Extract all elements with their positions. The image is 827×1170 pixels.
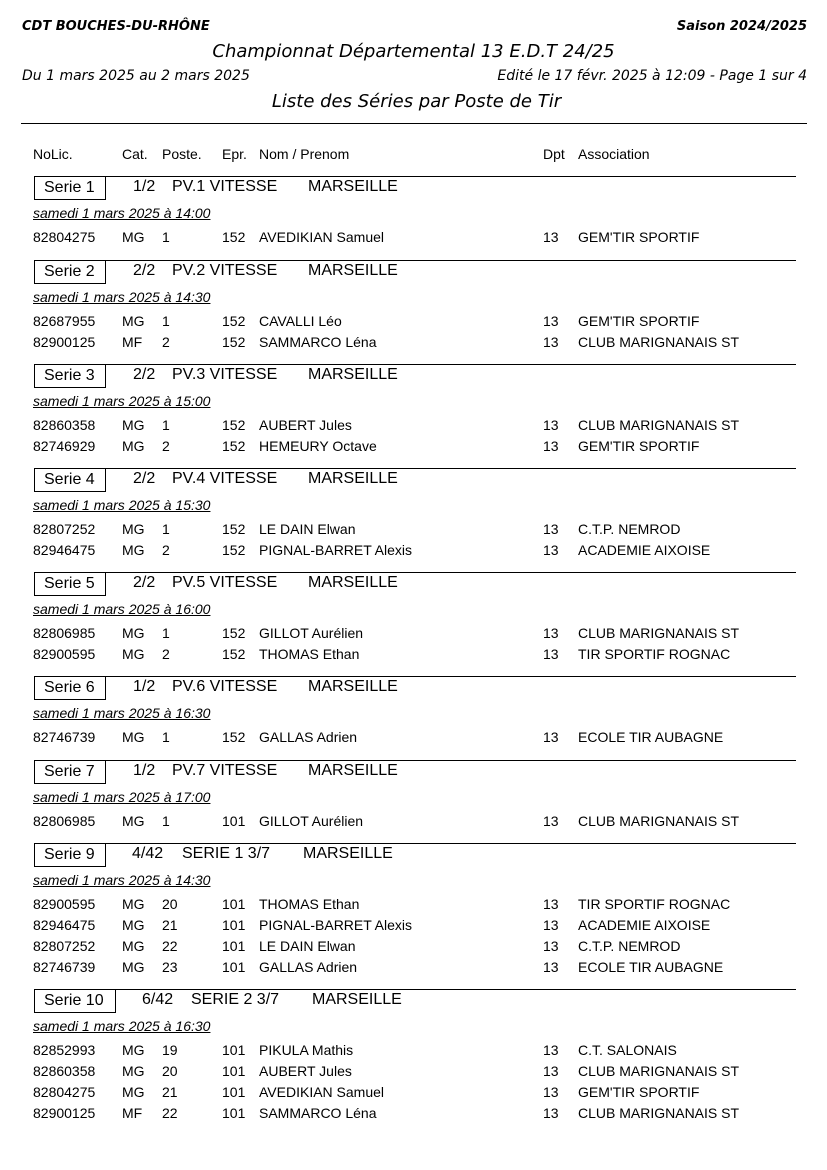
shooter-name: AUBERT Jules: [259, 1063, 352, 1079]
shooter-name: LE DAIN Elwan: [259, 521, 356, 537]
table-row: [0, 959, 827, 980]
category: MG: [122, 542, 145, 558]
series-count: 2/2: [133, 574, 156, 591]
event-code: 101: [222, 938, 246, 954]
department: 13: [543, 1105, 559, 1121]
post-number: 1: [162, 625, 170, 641]
table-row: [0, 813, 827, 834]
table-row: [0, 646, 827, 667]
department: 13: [543, 438, 559, 454]
table-row: [0, 229, 827, 250]
association-name: GEM'TIR SPORTIF: [578, 313, 700, 329]
series-divider: [106, 364, 796, 365]
series-divider: [106, 260, 796, 261]
table-row: [0, 542, 827, 563]
table-row: [0, 1084, 827, 1105]
event-code: 101: [222, 1063, 246, 1079]
championship-title: Championnat Départemental 13 E.D.T 24/25: [212, 41, 615, 62]
series-place: MARSEILLE: [312, 991, 402, 1008]
shooter-name: AVEDIKIAN Samuel: [259, 229, 385, 245]
table-row: [0, 938, 827, 959]
event-code: 152: [222, 229, 246, 245]
series-name: PV.7 VITESSE: [172, 762, 278, 779]
shooter-name: THOMAS Ethan: [259, 646, 360, 662]
department: 13: [543, 938, 559, 954]
category: MG: [122, 438, 145, 454]
category: MG: [122, 917, 145, 933]
department: 13: [543, 1084, 559, 1100]
column-header-nolic: NoLic.: [33, 146, 73, 162]
post-number: 21: [162, 917, 178, 933]
series-datetime: samedi 1 mars 2025 à 16:30: [33, 705, 211, 721]
post-number: 22: [162, 938, 178, 954]
date-range: Du 1 mars 2025 au 2 mars 2025: [22, 68, 250, 84]
column-header-poste: Poste.: [162, 146, 202, 162]
series-name: SERIE 2 3/7: [191, 991, 280, 1008]
department: 13: [543, 229, 559, 245]
department: 13: [543, 521, 559, 537]
series-label: Serie 9: [34, 843, 106, 867]
series-divider: [106, 676, 796, 677]
series-count: 2/2: [133, 366, 156, 383]
shooter-name: PIGNAL-BARRET Alexis: [259, 542, 413, 558]
series-datetime: samedi 1 mars 2025 à 16:30: [33, 1018, 211, 1034]
series-name: PV.6 VITESSE: [172, 678, 278, 695]
category: MF: [122, 1105, 143, 1121]
series-place: MARSEILLE: [308, 762, 398, 779]
series-count: 1/2: [133, 762, 156, 779]
category: MG: [122, 417, 145, 433]
shooter-name: AUBERT Jules: [259, 417, 352, 433]
association-name: CLUB MARIGNANAIS ST: [578, 1063, 740, 1079]
department: 13: [543, 729, 559, 745]
licence-number: 82807252: [33, 938, 96, 954]
association-name: C.T.P. NEMROD: [578, 521, 681, 537]
post-number: 23: [162, 959, 178, 975]
series-divider: [106, 468, 796, 469]
licence-number: 82946475: [33, 542, 96, 558]
series-label: Serie 10: [34, 989, 116, 1013]
post-number: 22: [162, 1105, 178, 1121]
event-code: 152: [222, 646, 246, 662]
event-code: 101: [222, 959, 246, 975]
series-count: 6/42: [142, 991, 174, 1008]
department: 13: [543, 896, 559, 912]
association-name: ECOLE TIR AUBAGNE: [578, 959, 724, 975]
series-place: MARSEILLE: [308, 262, 398, 279]
category: MG: [122, 625, 145, 641]
post-number: 21: [162, 1084, 178, 1100]
series-place: MARSEILLE: [308, 574, 398, 591]
header-divider: [21, 123, 807, 124]
series-name: PV.5 VITESSE: [172, 574, 278, 591]
post-number: 1: [162, 229, 170, 245]
event-code: 101: [222, 917, 246, 933]
table-row: [0, 1042, 827, 1063]
series-datetime: samedi 1 mars 2025 à 14:00: [33, 205, 211, 221]
event-code: 152: [222, 625, 246, 641]
shooter-name: SAMMARCO Léna: [259, 334, 377, 350]
shooter-name: THOMAS Ethan: [259, 896, 360, 912]
post-number: 2: [162, 334, 170, 350]
post-number: 1: [162, 313, 170, 329]
series-label: Serie 6: [34, 676, 106, 700]
licence-number: 82804275: [33, 229, 96, 245]
department: 13: [543, 813, 559, 829]
post-number: 19: [162, 1042, 178, 1058]
series-place: MARSEILLE: [303, 845, 393, 862]
licence-number: 82746929: [33, 438, 96, 454]
association-name: ECOLE TIR AUBAGNE: [578, 729, 724, 745]
series-datetime: samedi 1 mars 2025 à 14:30: [33, 289, 211, 305]
event-code: 101: [222, 1084, 246, 1100]
department: 13: [543, 313, 559, 329]
table-row: [0, 729, 827, 750]
licence-number: 82806985: [33, 813, 96, 829]
column-header-association: Association: [578, 146, 650, 162]
licence-number: 82860358: [33, 1063, 96, 1079]
association-name: ACADEMIE AIXOISE: [578, 542, 711, 558]
post-number: 2: [162, 438, 170, 454]
post-number: 1: [162, 521, 170, 537]
association-name: GEM'TIR SPORTIF: [578, 229, 700, 245]
licence-number: 82946475: [33, 917, 96, 933]
category: MG: [122, 229, 145, 245]
shooter-name: PIKULA Mathis: [259, 1042, 354, 1058]
department: 13: [543, 334, 559, 350]
category: MF: [122, 334, 143, 350]
licence-number: 82860358: [33, 417, 96, 433]
series-label: Serie 4: [34, 468, 106, 492]
shooter-name: PIGNAL-BARRET Alexis: [259, 917, 413, 933]
table-row: [0, 625, 827, 646]
licence-number: 82900595: [33, 646, 96, 662]
department: 13: [543, 417, 559, 433]
series-divider: [116, 989, 796, 990]
licence-number: 82806985: [33, 625, 96, 641]
series-name: PV.1 VITESSE: [172, 178, 278, 195]
column-header-nom: Nom / Prenom: [259, 146, 350, 162]
shooter-name: GILLOT Aurélien: [259, 625, 364, 641]
series-divider: [106, 176, 796, 177]
association-name: CLUB MARIGNANAIS ST: [578, 417, 740, 433]
event-code: 152: [222, 313, 246, 329]
category: MG: [122, 729, 145, 745]
column-header-dpt: Dpt: [543, 146, 565, 162]
category: MG: [122, 646, 145, 662]
table-row: [0, 521, 827, 542]
series-divider: [106, 760, 796, 761]
series-name: SERIE 1 3/7: [182, 845, 271, 862]
edited-info: Edité le 17 févr. 2025 à 12:09 - Page 1 sur 4: [497, 68, 807, 84]
series-count: 1/2: [133, 678, 156, 695]
department: 13: [543, 1042, 559, 1058]
licence-number: 82900125: [33, 334, 96, 350]
post-number: 1: [162, 813, 170, 829]
series-divider: [106, 572, 796, 573]
series-place: MARSEILLE: [308, 678, 398, 695]
series-label: Serie 5: [34, 572, 106, 596]
event-code: 152: [222, 417, 246, 433]
association-name: CLUB MARIGNANAIS ST: [578, 813, 740, 829]
shooter-name: SAMMARCO Léna: [259, 1105, 377, 1121]
series-count: 2/2: [133, 262, 156, 279]
association-name: TIR SPORTIF ROGNAC: [578, 646, 731, 662]
shooter-name: AVEDIKIAN Samuel: [259, 1084, 385, 1100]
series-name: PV.3 VITESSE: [172, 366, 278, 383]
shooter-name: HEMEURY Octave: [259, 438, 377, 454]
series-count: 2/2: [133, 470, 156, 487]
category: MG: [122, 959, 145, 975]
event-code: 152: [222, 521, 246, 537]
column-header-epr: Epr.: [222, 146, 247, 162]
series-divider: [106, 843, 796, 844]
season-label: Saison 2024/2025: [676, 19, 807, 34]
category: MG: [122, 1042, 145, 1058]
event-code: 152: [222, 334, 246, 350]
post-number: 2: [162, 646, 170, 662]
department: 13: [543, 959, 559, 975]
licence-number: 82900125: [33, 1105, 96, 1121]
category: MG: [122, 896, 145, 912]
table-row: [0, 1063, 827, 1084]
series-count: 1/2: [133, 178, 156, 195]
series-place: MARSEILLE: [308, 178, 398, 195]
series-datetime: samedi 1 mars 2025 à 16:00: [33, 601, 211, 617]
association-name: ACADEMIE AIXOISE: [578, 917, 711, 933]
shooter-name: CAVALLI Léo: [259, 313, 342, 329]
shooter-name: GALLAS Adrien: [259, 959, 358, 975]
list-title: Liste des Séries par Poste de Tir: [271, 91, 562, 112]
series-datetime: samedi 1 mars 2025 à 15:30: [33, 497, 211, 513]
association-name: TIR SPORTIF ROGNAC: [578, 896, 731, 912]
department: 13: [543, 917, 559, 933]
series-datetime: samedi 1 mars 2025 à 17:00: [33, 789, 211, 805]
post-number: 2: [162, 542, 170, 558]
series-label: Serie 1: [34, 176, 106, 200]
event-code: 101: [222, 896, 246, 912]
category: MG: [122, 938, 145, 954]
table-row: [0, 438, 827, 459]
association-name: CLUB MARIGNANAIS ST: [578, 334, 740, 350]
post-number: 1: [162, 417, 170, 433]
association-name: C.T.P. NEMROD: [578, 938, 681, 954]
event-code: 152: [222, 729, 246, 745]
series-name: PV.4 VITESSE: [172, 470, 278, 487]
series-name: PV.2 VITESSE: [172, 262, 278, 279]
licence-number: 82900595: [33, 896, 96, 912]
series-count: 4/42: [132, 845, 164, 862]
series-label: Serie 2: [34, 260, 106, 284]
table-row: [0, 334, 827, 355]
series-datetime: samedi 1 mars 2025 à 14:30: [33, 872, 211, 888]
licence-number: 82746739: [33, 729, 96, 745]
organization-name: CDT BOUCHES-DU-RHÔNE: [22, 19, 210, 34]
department: 13: [543, 1063, 559, 1079]
series-datetime: samedi 1 mars 2025 à 15:00: [33, 393, 211, 409]
post-number: 1: [162, 729, 170, 745]
shooter-name: GILLOT Aurélien: [259, 813, 364, 829]
column-header-cat: Cat.: [122, 146, 148, 162]
shooter-name: LE DAIN Elwan: [259, 938, 356, 954]
shooter-name: GALLAS Adrien: [259, 729, 358, 745]
series-place: MARSEILLE: [308, 470, 398, 487]
category: MG: [122, 521, 145, 537]
category: MG: [122, 1084, 145, 1100]
table-row: [0, 896, 827, 917]
department: 13: [543, 542, 559, 558]
table-row: [0, 417, 827, 438]
series-label: Serie 3: [34, 364, 106, 388]
table-row: [0, 1105, 827, 1126]
association-name: CLUB MARIGNANAIS ST: [578, 1105, 740, 1121]
event-code: 152: [222, 438, 246, 454]
post-number: 20: [162, 1063, 178, 1079]
series-place: MARSEILLE: [308, 366, 398, 383]
category: MG: [122, 313, 145, 329]
category: MG: [122, 1063, 145, 1079]
event-code: 101: [222, 1105, 246, 1121]
licence-number: 82687955: [33, 313, 96, 329]
licence-number: 82807252: [33, 521, 96, 537]
table-row: [0, 917, 827, 938]
licence-number: 82746739: [33, 959, 96, 975]
event-code: 101: [222, 1042, 246, 1058]
association-name: GEM'TIR SPORTIF: [578, 438, 700, 454]
category: MG: [122, 813, 145, 829]
department: 13: [543, 625, 559, 641]
licence-number: 82852993: [33, 1042, 96, 1058]
department: 13: [543, 646, 559, 662]
association-name: CLUB MARIGNANAIS ST: [578, 625, 740, 641]
post-number: 20: [162, 896, 178, 912]
event-code: 152: [222, 542, 246, 558]
table-row: [0, 313, 827, 334]
series-label: Serie 7: [34, 760, 106, 784]
licence-number: 82804275: [33, 1084, 96, 1100]
association-name: C.T. SALONAIS: [578, 1042, 677, 1058]
association-name: GEM'TIR SPORTIF: [578, 1084, 700, 1100]
event-code: 101: [222, 813, 246, 829]
